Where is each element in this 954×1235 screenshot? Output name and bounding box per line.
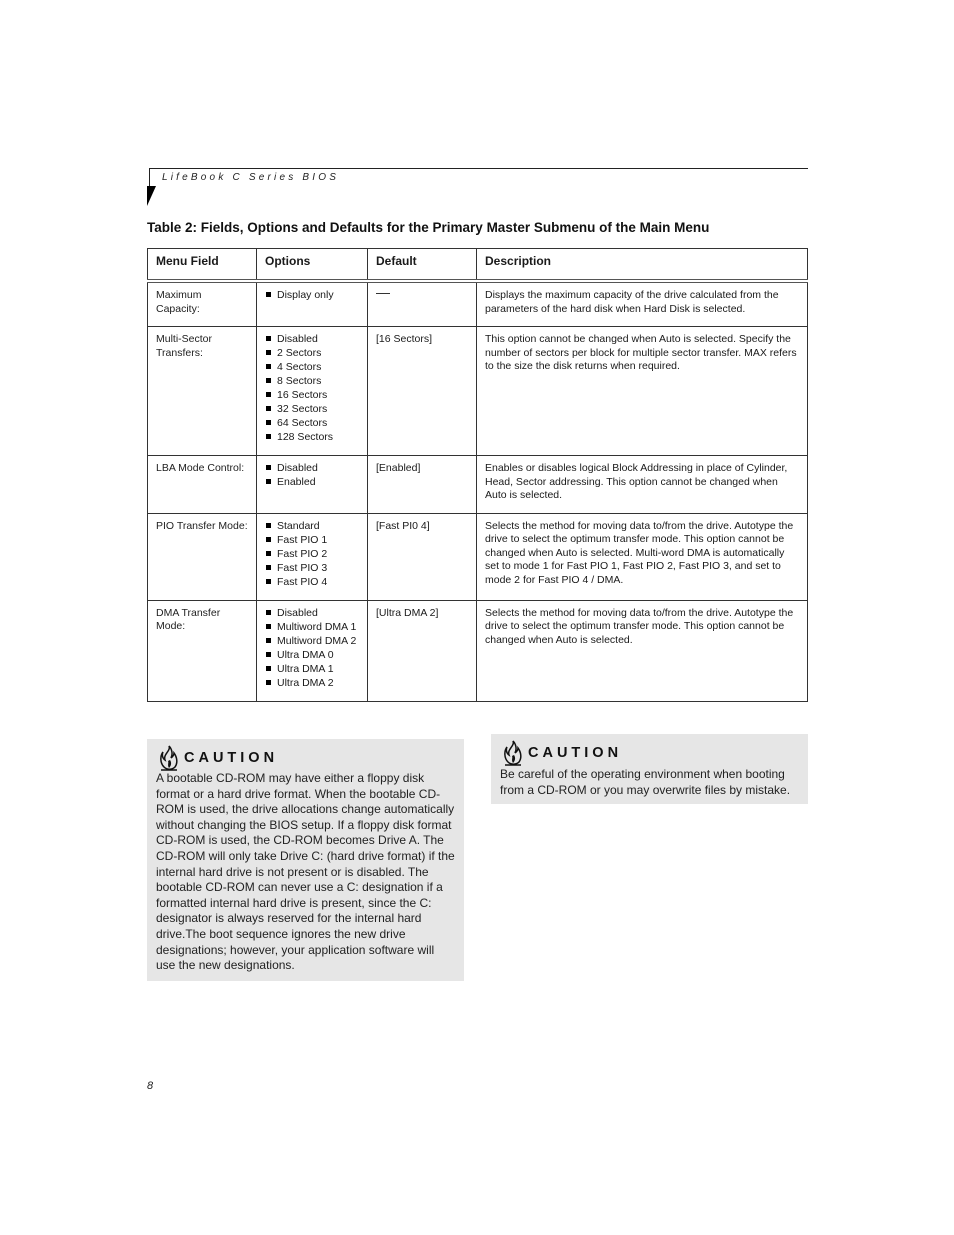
default-cell: [16 Sectors] bbox=[368, 327, 477, 456]
table-row bbox=[148, 456, 808, 514]
menu-field-cell: Multi-Sector Transfers: bbox=[148, 327, 257, 456]
default-cell: [Enabled] bbox=[368, 456, 477, 514]
caution-heading bbox=[503, 740, 622, 766]
table-title: Table 2: Fields, Options and Defaults for the Primary Master Submenu of the Main Menu bbox=[147, 220, 710, 235]
option-item: 32 Sectors bbox=[265, 403, 359, 417]
option-item: 128 Sectors bbox=[265, 431, 359, 445]
option-item: 4 Sectors bbox=[265, 361, 359, 375]
description-cell: Selects the method for moving data to/from the drive. Autotype the drive to select the optimum transfer mode. This option cannot be changed when Auto is selected. bbox=[477, 600, 808, 701]
option-item: Disabled bbox=[265, 333, 359, 347]
default-cell bbox=[368, 281, 477, 327]
description-cell: Displays the maximum capacity of the drive calculated from the parameters of the hard disk when Hard Disk is selected. bbox=[477, 281, 808, 327]
caution-box-overwrite bbox=[491, 734, 808, 804]
column-header-description: Description bbox=[477, 249, 808, 282]
options-cell bbox=[257, 600, 368, 701]
header-wedge-mark bbox=[147, 186, 156, 206]
caution-text: Be careful of the operating environment when booting from a CD-ROM or you may overwrite files by mistake. bbox=[500, 767, 791, 797]
option-item: Ultra DMA 0 bbox=[265, 649, 359, 663]
caution-heading bbox=[159, 745, 278, 771]
flame-icon bbox=[503, 740, 523, 766]
option-item: Fast PIO 4 bbox=[265, 576, 359, 590]
flame-icon bbox=[159, 745, 179, 771]
option-item: Fast PIO 1 bbox=[265, 534, 359, 548]
option-item: Disabled bbox=[265, 462, 359, 476]
description-cell: Selects the method for moving data to/from the drive. Autotype the drive to select the optimum transfer mode. This option cannot be changed when Auto is selected. Multi-word DMA is automatically set to mode 1 for Fast PIO 1, Fast PIO 2, Fast PIO 3, and set to mode 2 for Fast PIO 4 / DMA. bbox=[477, 513, 808, 600]
caution-text: A bootable CD-ROM may have either a floppy disk format or a hard drive format. When the bootable CD-ROM is used, the drive allocations change automatically without changing the BIOS setup. If a floppy disk format CD-ROM is used, the CD-ROM becomes Drive A. The CD-ROM will only take Drive C: (hard drive format) if the internal hard drive is not present or is disabled. The bootable CD-ROM can never use a C: designation if a formatted internal hard drive is present, since the C: designator is always reserved for the internal hard drive.The boot sequence ignores the new drive designations; however, your application software will use the new designations. bbox=[156, 771, 455, 973]
caution-label: CAUTION bbox=[528, 745, 623, 761]
option-item: Ultra DMA 1 bbox=[265, 663, 359, 677]
table-row bbox=[148, 327, 808, 456]
option-item: 2 Sectors bbox=[265, 347, 359, 361]
options-cell bbox=[257, 281, 368, 327]
column-header-options: Options bbox=[257, 249, 368, 282]
option-item: 64 Sectors bbox=[265, 417, 359, 431]
running-header bbox=[147, 168, 808, 208]
option-item: Enabled bbox=[265, 476, 359, 490]
page-number: 8 bbox=[147, 1080, 154, 1092]
running-title: LifeBook C Series BIOS bbox=[162, 172, 340, 183]
option-item: 8 Sectors bbox=[265, 375, 359, 389]
option-item: Multiword DMA 2 bbox=[265, 635, 359, 649]
option-item: Fast PIO 2 bbox=[265, 548, 359, 562]
option-item: Ultra DMA 2 bbox=[265, 677, 359, 691]
menu-field-cell: DMA Transfer Mode: bbox=[148, 600, 257, 701]
option-item: Multiword DMA 1 bbox=[265, 621, 359, 635]
menu-field-cell: Maximum Capacity: bbox=[148, 281, 257, 327]
description-cell: This option cannot be changed when Auto is selected. Specify the number of sectors per block for multiple sector transfer. MAX refers to the size the disk returns when required. bbox=[477, 327, 808, 456]
default-cell: [Fast PI0 4] bbox=[368, 513, 477, 600]
options-cell bbox=[257, 513, 368, 600]
caution-label: CAUTION bbox=[184, 750, 279, 766]
em-dash-mark bbox=[376, 293, 390, 294]
menu-field-cell: LBA Mode Control: bbox=[148, 456, 257, 514]
table-row bbox=[148, 600, 808, 701]
table-row bbox=[148, 513, 808, 600]
default-cell: [Ultra DMA 2] bbox=[368, 600, 477, 701]
bios-fields-table bbox=[147, 248, 808, 702]
header-rule bbox=[149, 168, 808, 169]
menu-field-cell: PIO Transfer Mode: bbox=[148, 513, 257, 600]
option-item: Display only bbox=[265, 289, 359, 303]
description-cell: Enables or disables logical Block Addressing in place of Cylinder, Head, Sector addressing. This option cannot be changed when Auto is selected. bbox=[477, 456, 808, 514]
options-cell bbox=[257, 327, 368, 456]
table-header-row bbox=[148, 249, 808, 282]
option-item: 16 Sectors bbox=[265, 389, 359, 403]
table-row bbox=[148, 281, 808, 327]
option-item: Fast PIO 3 bbox=[265, 562, 359, 576]
column-header-menu-field: Menu Field bbox=[148, 249, 257, 282]
caution-box-bootable-cdrom bbox=[147, 739, 464, 981]
options-cell bbox=[257, 456, 368, 514]
option-item: Disabled bbox=[265, 607, 359, 621]
column-header-default: Default bbox=[368, 249, 477, 282]
option-item: Standard bbox=[265, 520, 359, 534]
